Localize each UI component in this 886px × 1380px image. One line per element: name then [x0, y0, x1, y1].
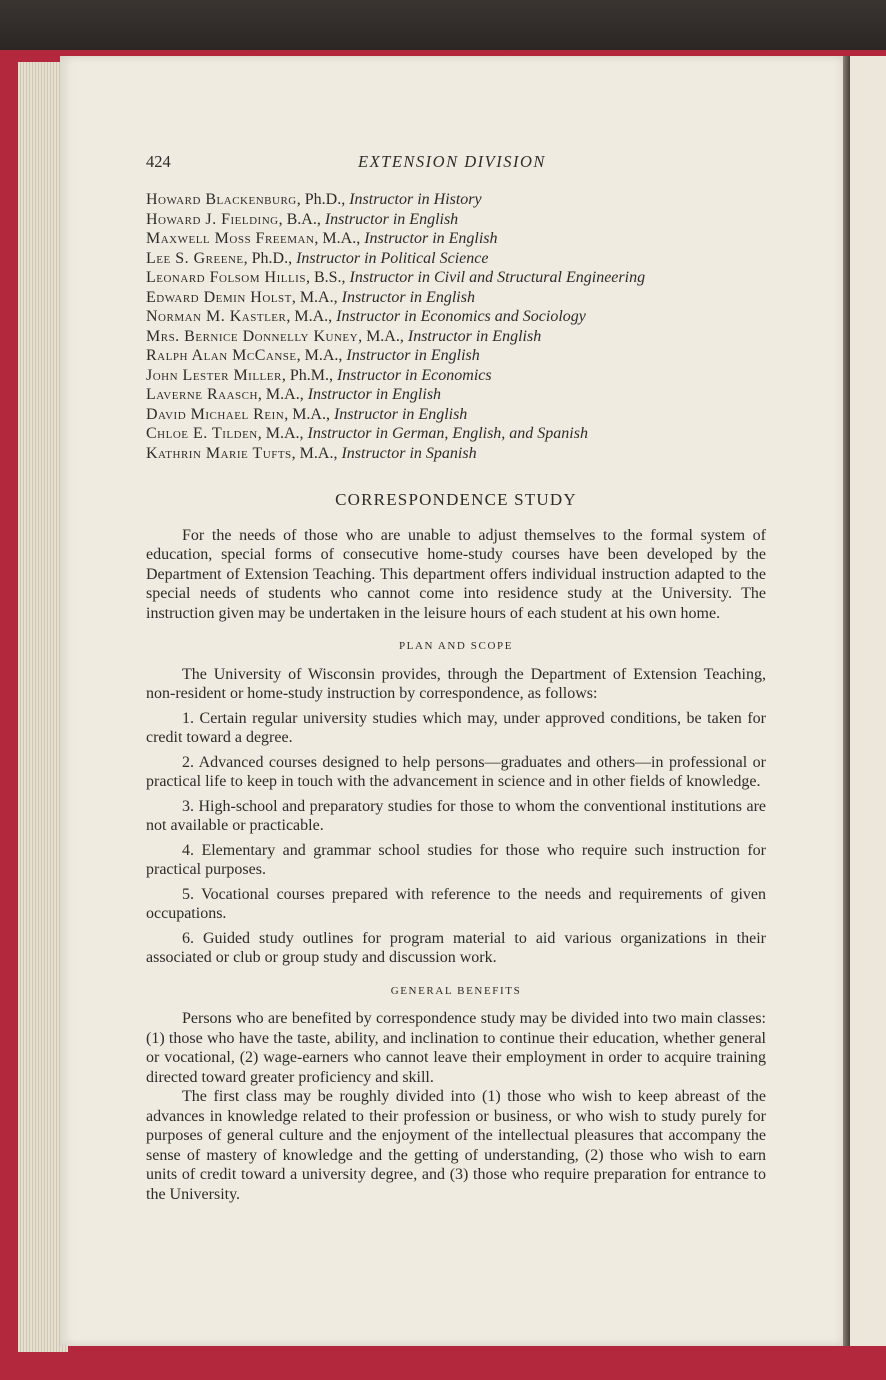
staff-degree: , M.A.,: [314, 230, 365, 247]
staff-title: Instructor in English: [346, 347, 480, 364]
staff-title: Instructor in English: [407, 327, 542, 345]
staff-entry: [146, 307, 766, 327]
plan-item: 4. Elementary and grammar school studies for those who require such instruction for practical purposes.: [146, 841, 766, 878]
staff-name: Howard Blackenburg: [146, 191, 297, 208]
staff-title: Instructor in Economics and Sociology: [336, 308, 586, 325]
staff-entry: [146, 385, 766, 405]
staff-entry: [146, 327, 766, 347]
running-head: EXTENSION DIVISION: [358, 152, 546, 171]
staff-name: Leonard Folsom Hillis: [146, 269, 306, 286]
staff-title: Instructor in English: [307, 386, 442, 403]
section-title: CORRESPONDENCE STUDY: [335, 490, 577, 509]
page-number: 424: [146, 152, 171, 171]
plan-item: 5. Vocational courses prepared with reference to the needs and requirements of given occupations.: [146, 885, 766, 922]
staff-title: Instructor in Political Science: [296, 249, 489, 267]
adjacent-page-edge: [850, 56, 886, 1346]
staff-name: Maxwell Moss Freeman: [146, 230, 315, 247]
staff-degree: , B.S.,: [305, 269, 350, 286]
staff-entry: [146, 249, 766, 269]
plan-item: 2. Advanced courses designed to help persons—graduates and others—in professional or practical life to keep in touch with the advancement in science and in other fields of knowledge.: [146, 753, 766, 790]
plan-item: 6. Guided study outlines for program material to aid various organizations in their associated or club or group study and discussion work.: [146, 929, 766, 966]
staff-name: Lee S. Greene: [146, 249, 244, 267]
staff-name: John Lester Miller: [146, 366, 282, 384]
staff-title: Instructor in English: [341, 288, 475, 306]
staff-title: Instructor in German, English, and Spanish: [307, 425, 588, 442]
staff-title: Instructor in English: [333, 405, 468, 423]
staff-entry: [146, 288, 766, 308]
staff-title: Instructor in Civil and Structural Engineering: [349, 269, 646, 286]
benefits-paragraph: Persons who are benefited by correspondence study may be divided into two main classes: (1) those who have the taste, ability, and inclination to continue their education, whether general or vocational, (2) wage-earners who cannot leave their employment in order to acquire training directed toward greater proficiency and skill.: [146, 1010, 766, 1086]
staff-title: Instructor in History: [349, 191, 482, 208]
staff-name: Edward Demin Holst: [146, 288, 292, 306]
plan-item: 3. High-school and preparatory studies for those to whom the conventional institutions are not available or practicable.: [146, 797, 766, 834]
staff-name: Chloe E. Tilden: [146, 425, 258, 442]
staff-entry: [146, 229, 766, 249]
staff-entry: [146, 424, 766, 444]
staff-title: Instructor in English: [364, 230, 498, 247]
staff-degree: , Ph.M.,: [281, 366, 337, 384]
page-header: [146, 152, 766, 182]
staff-name: David Michael Rein: [146, 405, 285, 423]
staff-degree: , Ph.D.,: [296, 191, 350, 208]
staff-degree: , M.A.,: [358, 327, 408, 345]
staff-name: Ralph Alan McCanse: [146, 347, 297, 364]
plan-intro-paragraph: The University of Wisconsin provides, through the Department of Extension Teaching, non-resident or home-study instruction by correspondence, as follows:: [146, 665, 766, 702]
page-content: [146, 152, 766, 1204]
staff-degree: , M.A.,: [284, 405, 334, 423]
staff-degree: , M.A.,: [291, 288, 342, 306]
staff-degree: , Ph.D.,: [243, 249, 297, 267]
staff-title: Instructor in Economics: [336, 366, 492, 384]
staff-entry: [146, 405, 766, 425]
staff-name: Laverne Raasch: [146, 386, 258, 403]
staff-degree: , M.A.,: [286, 308, 337, 325]
staff-entry: [146, 210, 766, 230]
staff-entry: [146, 444, 766, 464]
plan-heading: PLAN AND SCOPE: [398, 640, 514, 652]
staff-degree: , B.A.,: [278, 210, 325, 228]
staff-name: Kathrin Marie Tufts: [146, 444, 292, 462]
background-dark: [0, 0, 886, 50]
staff-title: Instructor in Spanish: [341, 444, 477, 462]
staff-list: [146, 190, 766, 463]
staff-entry: [146, 268, 766, 288]
staff-degree: , M.A.,: [257, 386, 308, 403]
staff-entry: [146, 190, 766, 210]
intro-paragraph: For the needs of those who are unable to adjust themselves to the formal system of education, special forms of consecutive home-study courses have been developed by the Department of Extension Teaching. This department offers individual instruction adapted to the special needs of students who cannot come into residence study at the University. The instruction given may be undertaken in the leisure hours of each student at his own home.: [146, 526, 766, 622]
benefits-paragraph: The first class may be roughly divided into (1) those who wish to keep abreast of the advances in knowledge related to their profession or business, or who wish to study purely for purposes of general culture and the enjoyment of the intellectual pleasures that accompany the sense of mastery of knowledge and the getting of understanding, (2) those who wish to earn units of credit toward a university degree, and (3) those who require preparation for entrance to the University.: [146, 1088, 766, 1203]
staff-name: Norman M. Kastler: [146, 308, 287, 325]
plan-item: 1. Certain regular university studies which may, under approved conditions, be taken for credit toward a degree.: [146, 709, 766, 746]
staff-degree: , M.A.,: [291, 444, 342, 462]
staff-entry: [146, 366, 766, 386]
staff-name: Mrs. Bernice Donnelly Kuney: [146, 327, 359, 345]
staff-title: Instructor in English: [324, 210, 459, 228]
staff-degree: , M.A.,: [296, 347, 347, 364]
staff-degree: , M.A.,: [257, 425, 308, 442]
staff-name: Howard J. Fielding: [146, 210, 279, 228]
benefits-heading: GENERAL BENEFITS: [390, 984, 522, 997]
staff-entry: [146, 346, 766, 366]
